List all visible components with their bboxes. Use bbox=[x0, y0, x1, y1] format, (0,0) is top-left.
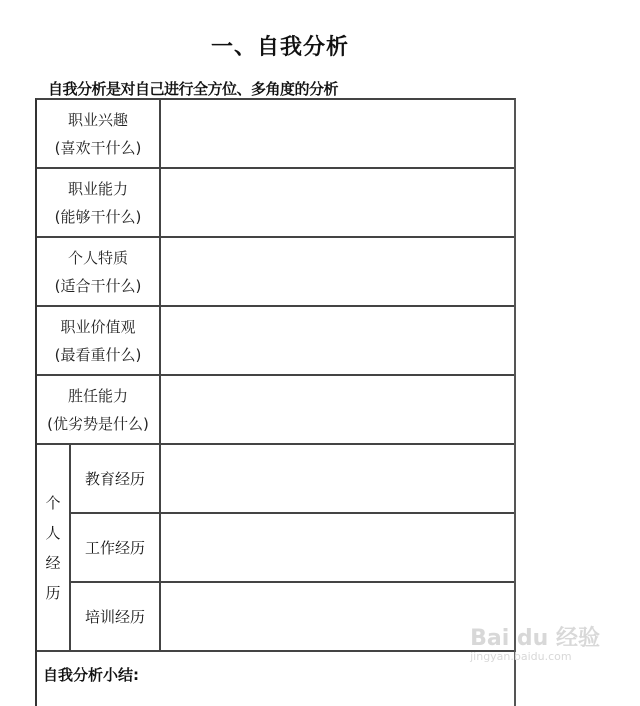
value-cell[interactable] bbox=[161, 307, 514, 374]
row-label bbox=[37, 169, 161, 236]
table-row bbox=[71, 583, 514, 650]
label-text: 个人特质 bbox=[67, 248, 128, 267]
self-analysis-table bbox=[35, 98, 516, 706]
hint-text: (最看重什么) bbox=[54, 345, 142, 364]
value-cell[interactable] bbox=[161, 100, 514, 167]
value-cell[interactable] bbox=[161, 376, 514, 443]
table-row bbox=[71, 514, 514, 583]
row-label: 工作经历 bbox=[71, 514, 161, 581]
value-cell[interactable] bbox=[161, 169, 514, 236]
table-row bbox=[37, 376, 514, 445]
value-cell[interactable] bbox=[161, 514, 514, 581]
row-label bbox=[37, 100, 161, 167]
label-text: 职业能力 bbox=[67, 179, 128, 198]
baidu-logo-icon: Bai du 经验 bbox=[470, 626, 600, 651]
group-char: 个 bbox=[45, 493, 61, 512]
value-cell[interactable] bbox=[161, 445, 514, 512]
table-row bbox=[37, 169, 514, 238]
group-label bbox=[37, 445, 71, 650]
table-row bbox=[37, 307, 514, 376]
group-char: 经 bbox=[45, 553, 61, 572]
row-label bbox=[37, 376, 161, 443]
personal-experience-group bbox=[37, 445, 514, 652]
hint-text: (喜欢干什么) bbox=[54, 138, 142, 157]
label-text: 胜任能力 bbox=[67, 386, 128, 405]
value-cell[interactable] bbox=[161, 238, 514, 305]
group-char: 人 bbox=[45, 523, 61, 542]
hint-text: (优劣势是什么) bbox=[47, 414, 149, 433]
group-char: 历 bbox=[45, 583, 61, 602]
row-label: 培训经历 bbox=[71, 583, 161, 650]
label-text: 职业价值观 bbox=[60, 317, 136, 336]
page-title: 一、自我分析 bbox=[210, 35, 349, 60]
label-text: 职业兴趣 bbox=[67, 110, 128, 129]
group-rows bbox=[71, 445, 514, 650]
row-label bbox=[37, 307, 161, 374]
row-label: 教育经历 bbox=[71, 445, 161, 512]
table-row bbox=[71, 445, 514, 514]
row-label bbox=[37, 238, 161, 305]
hint-text: (能够干什么) bbox=[54, 207, 142, 226]
summary-label: 自我分析小结: bbox=[43, 666, 139, 684]
subtitle: 自我分析是对自己进行全方位、多角度的分析 bbox=[48, 80, 339, 98]
table-row bbox=[37, 100, 514, 169]
table-row bbox=[37, 238, 514, 307]
hint-text: (适合干什么) bbox=[54, 276, 142, 295]
watermark-url: jingyan.baidu.com bbox=[470, 650, 572, 663]
value-cell[interactable] bbox=[161, 583, 514, 650]
watermark bbox=[470, 621, 600, 663]
